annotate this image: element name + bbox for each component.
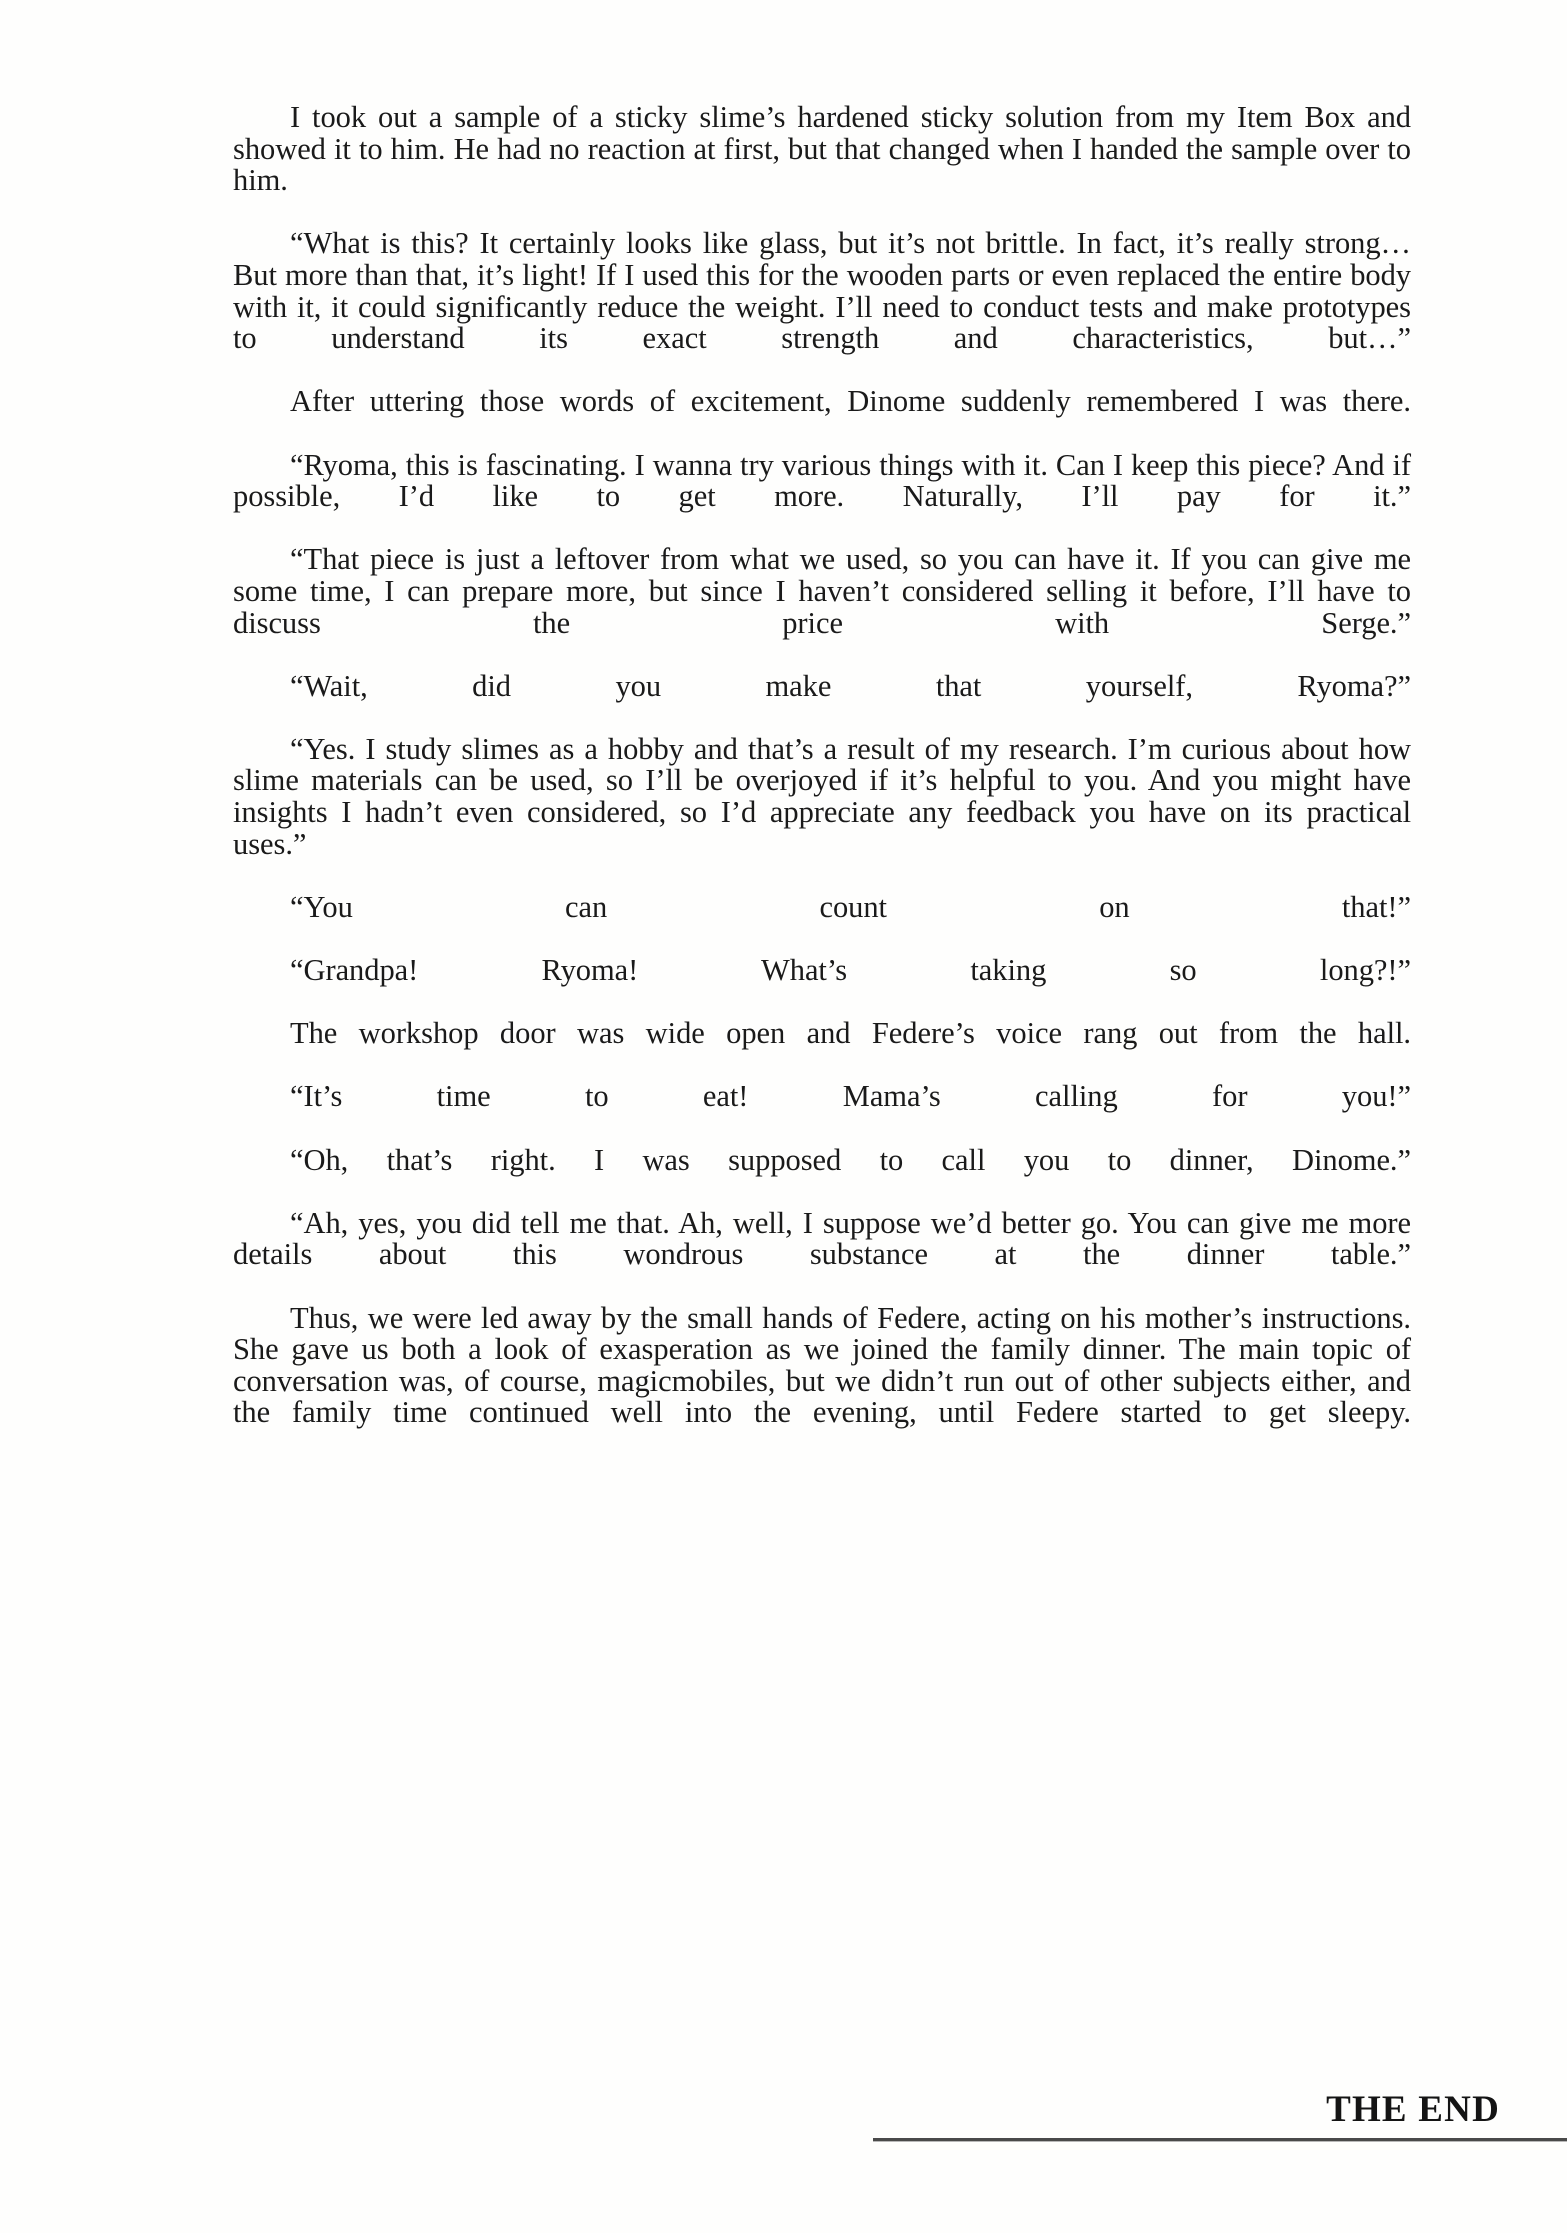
paragraph: After uttering those words of excitement, Dinome suddenly remembered I was there.	[290, 384, 1411, 419]
paragraph: “Grandpa! Ryoma! What’s taking so long?!”	[290, 953, 1411, 988]
body-text-block	[233, 102, 1411, 1461]
paragraph: “Ryoma, this is fascinating. I wanna try various things with it. Can I keep this piece? And if possible, I’d like to get more. Naturally, I’ll pay for it.”	[233, 447, 1411, 514]
paragraph: “Wait, did you make that yourself, Ryoma?”	[290, 668, 1411, 703]
paragraph: “Oh, that’s right. I was supposed to call you to dinner, Dinome.”	[290, 1142, 1411, 1177]
the-end-label: THE END	[1326, 2089, 1500, 2130]
paragraph: Thus, we were led away by the small hands of Federe, acting on his mother’s instructions. She gave us both a look of exasperation as we joined the family dinner. The main topic of conversation was, of course, magicmobiles, but we didn’t run out of other subjects either, and the family time continued well into the evening, until Federe started to get sleepy.	[233, 1300, 1411, 1430]
paragraph: The workshop door was wide open and Federe’s voice rang out from the hall.	[290, 1016, 1411, 1051]
page-footer	[873, 2090, 1567, 2142]
paragraph: “What is this? It certainly looks like glass, but it’s not brittle. In fact, it’s really strong… But more than that, it’s light! If I used this for the wooden parts or even replaced the entire body with it, it could significantly reduce the weight. I’ll need to conduct tests and make prototypes to understand its exact strength and characteristics, but…”	[233, 226, 1411, 356]
paragraph: “Yes. I study slimes as a hobby and that’s a result of my research. I’m curious about how slime materials can be used, so I’ll be overjoyed if it’s helpful to you. And you might have insights I hadn’t even considered, so I’d appreciate any feedback you have on its practical uses.”	[233, 731, 1411, 861]
paragraph: “It’s time to eat! Mama’s calling for you!”	[290, 1079, 1411, 1114]
paragraph: “You can count on that!”	[290, 889, 1411, 924]
paragraph: “That piece is just a leftover from what we used, so you can have it. If you can give me some time, I can prepare more, but since I haven’t considered selling it before, I’ll have to discuss the price with Serge.”	[233, 542, 1411, 640]
paragraph: “Ah, yes, you did tell me that. Ah, well, I suppose we’d better go. You can give me more details about this wondrous substance at the dinner table.”	[233, 1205, 1411, 1272]
paragraph: I took out a sample of a sticky slime’s hardened sticky solution from my Item Box and showed it to him. He had no reaction at first, but that changed when I handed the sample over to him.	[233, 100, 1411, 198]
footer-divider	[873, 2138, 1567, 2142]
